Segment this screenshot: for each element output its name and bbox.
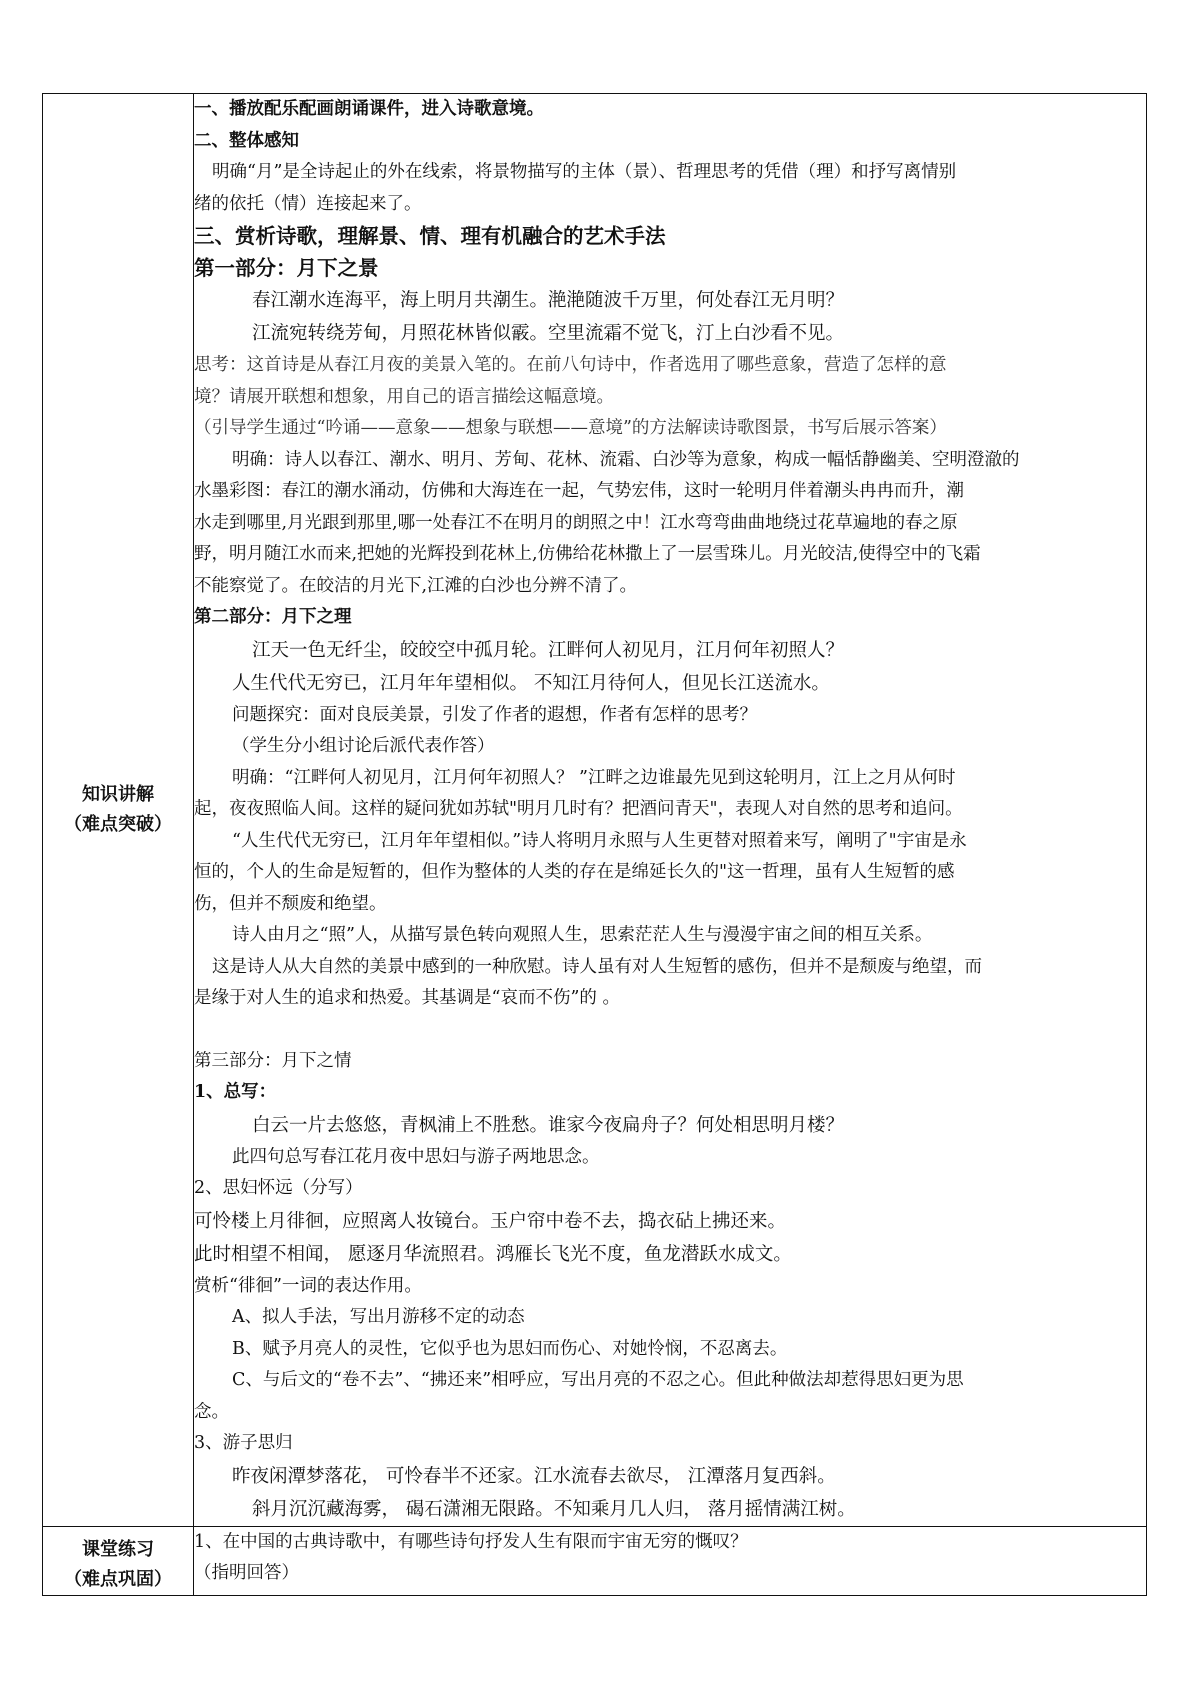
answer-text: 恒的，个人的生命是短暂的，但作为整体的人类的存在是绵延长久的"这一哲理，虽有人生短暂的感 — [194, 862, 955, 882]
practice-question: 1、在中国的古典诗歌中，有哪些诗句抒发人生有限而宇宙无穷的慨叹？ — [194, 1531, 748, 1552]
question-text: 境？请展开联想和想象，用自己的语言描绘这幅意境。 — [194, 386, 614, 407]
option-c: C、与后文的“卷不去”、“拂还来”相呼应，写出月亮的不忍之心。但此种做法却惹得思妇更为思 — [232, 1370, 964, 1390]
answer-text: 水墨彩图：春江的潮水涌动，仿佛和大海连在一起，气势宏伟，这时一轮明月伴着潮头冉冉而升，潮 — [194, 481, 964, 501]
answer-text: 是缘于对人生的追求和热爱。其基调是“哀而不伤”的 。 — [194, 988, 620, 1008]
knowledge-content — [194, 94, 1147, 1527]
step-2-heading: 二、整体感知 — [194, 130, 299, 151]
answer-text: 这是诗人从大自然的美景中感到的一种欣慰。诗人虽有对人生短暂的感伤，但并不是颓废与绝望，而 — [212, 956, 982, 977]
answer-text: 诗人由月之“照”人，从描写景色转向观照人生，思索茫茫人生与漫漫宇宙之间的相互关系。 — [232, 925, 933, 945]
knowledge-label — [43, 780, 193, 840]
practice-row — [43, 1526, 1147, 1595]
poem-line: 白云一片去悠悠，青枫浦上不胜愁。谁家今夜扁舟子？何处相思明月楼？ — [252, 1114, 845, 1136]
practice-label-line2: （难点巩固） — [64, 1568, 172, 1590]
blank-line — [194, 1015, 1146, 1046]
lesson-plan-sheet — [42, 93, 1147, 1596]
option-a: A、拟人手法，写出月游移不定的动态 — [232, 1307, 525, 1327]
overview-text: 绪的依托（情）连接起来了。 — [194, 193, 422, 214]
option-c: 念。 — [194, 1401, 229, 1422]
note-text: 此四句总写春江花月夜中思妇与游子两地思念。 — [232, 1146, 600, 1167]
step-1-heading: 一、播放配乐配画朗诵课件，进入诗歌意境。 — [194, 99, 544, 119]
answer-text: “人生代代无穷已，江月年年望相似。”诗人将明月永照与人生更替对照着来写，阐明了"宇宙是永 — [232, 830, 967, 851]
question-text: 问题探究：面对良辰美景，引发了作者的遐想，作者有怎样的思考？ — [232, 704, 757, 725]
part-2-heading: 第二部分：月下之理 — [194, 607, 352, 627]
poem-line: 江流宛转绕芳甸，月照花林皆似霰。空里流霜不觉飞，汀上白沙看不见。 — [252, 323, 845, 344]
subsection-heading: 1、总写： — [194, 1082, 277, 1102]
poem-line: 昨夜闲潭梦落花， 可怜春半不还家。江水流春去欲尽， 江潭落月复西斜。 — [232, 1465, 836, 1487]
guidance-note: （学生分小组讨论后派代表作答） — [232, 736, 495, 756]
practice-content — [194, 1526, 1147, 1595]
answer-text: 水走到哪里,月光跟到那里,哪一处春江不在明月的朗照之中！江水弯弯曲曲地绕过花草遍地的春之原 — [194, 512, 958, 533]
practice-label — [43, 1535, 193, 1595]
step-3-heading: 三、赏析诗歌，理解景、情、理有机融合的艺术手法 — [194, 224, 666, 248]
poem-line: 斜月沉沉藏海雾， 碣石潇湘无限路。不知乘月几人归， 落月摇情满江树。 — [252, 1498, 856, 1520]
knowledge-label-line2: （难点突破） — [64, 813, 172, 835]
answer-text: 野，明月随江水而来,把她的光辉投到花林上,仿佛给花林撒上了一层雪珠儿。月光皎洁,使得空中的飞霜 — [194, 544, 981, 564]
answer-text: 伤，但并不颓废和绝望。 — [194, 893, 387, 914]
poem-line: 可怜楼上月徘徊，应照离人妆镜台。玉户帘中卷不去，捣衣砧上拂还来。 — [194, 1210, 787, 1232]
answer-text: 明确：诗人以春江、潮水、明月、芳甸、花林、流霜、白沙等为意象，构成一幅恬静幽美、空明澄澈的 — [232, 449, 1020, 470]
poem-line: 人生代代无穷已，江月年年望相似。 不知江月待何人，但见长江送流水。 — [232, 672, 830, 694]
lesson-table — [42, 93, 1147, 1596]
part-1-heading: 第一部分：月下之景 — [194, 256, 379, 280]
practice-label-cell — [43, 1526, 194, 1595]
knowledge-label-cell — [43, 94, 194, 1527]
option-b: B、赋予月亮人的灵性，它似乎也为思妇而伤心、对她怜悯，不忍离去。 — [232, 1338, 788, 1359]
answer-text: 明确：“江畔何人初见月，江月何年初照人？ ”江畔之边谁最先见到这轮明月，江上之月从何时 — [232, 767, 956, 788]
answer-text: 不能察觉了。在皎洁的月光下,江滩的白沙也分辨不清了。 — [194, 575, 638, 596]
poem-line: 春江潮水连海平，海上明月共潮生。滟滟随波千万里，何处春江无月明？ — [252, 290, 845, 311]
practice-label-line1: 课堂练习 — [82, 1538, 154, 1560]
part-3-heading: 第三部分：月下之情 — [194, 1050, 352, 1071]
subsection-heading: 3、游子思归 — [194, 1433, 293, 1453]
knowledge-row — [43, 94, 1147, 1527]
practice-note: （指明回答） — [194, 1563, 299, 1583]
guidance-note: （引导学生通过“吟诵——意象——想象与联想——意境”的方法解读诗歌图景，书写后展示答案） — [194, 418, 947, 438]
poem-line: 此时相望不相闻， 愿逐月华流照君。鸿雁长飞光不度，鱼龙潜跃水成文。 — [194, 1243, 792, 1265]
poem-line: 江天一色无纤尘，皎皎空中孤月轮。江畔何人初见月，江月何年初照人？ — [252, 639, 845, 661]
subsection-heading: 2、思妇怀远（分写） — [194, 1178, 363, 1198]
question-text: 赏析“徘徊”一词的表达作用。 — [194, 1275, 422, 1296]
answer-text: 起，夜夜照临人间。这样的疑问犹如苏轼"明月几时有？把酒问青天"，表现人对自然的思考和追问。 — [194, 799, 963, 819]
overview-text: 明确“月”是全诗起止的外在线索，将景物描写的主体（景）、哲理思考的凭借（理）和抒写离情别 — [212, 162, 957, 182]
question-text: 思考：这首诗是从春江月夜的美景入笔的。在前八句诗中，作者选用了哪些意象，营造了怎样的意 — [194, 355, 947, 375]
knowledge-label-line1: 知识讲解 — [82, 783, 154, 805]
